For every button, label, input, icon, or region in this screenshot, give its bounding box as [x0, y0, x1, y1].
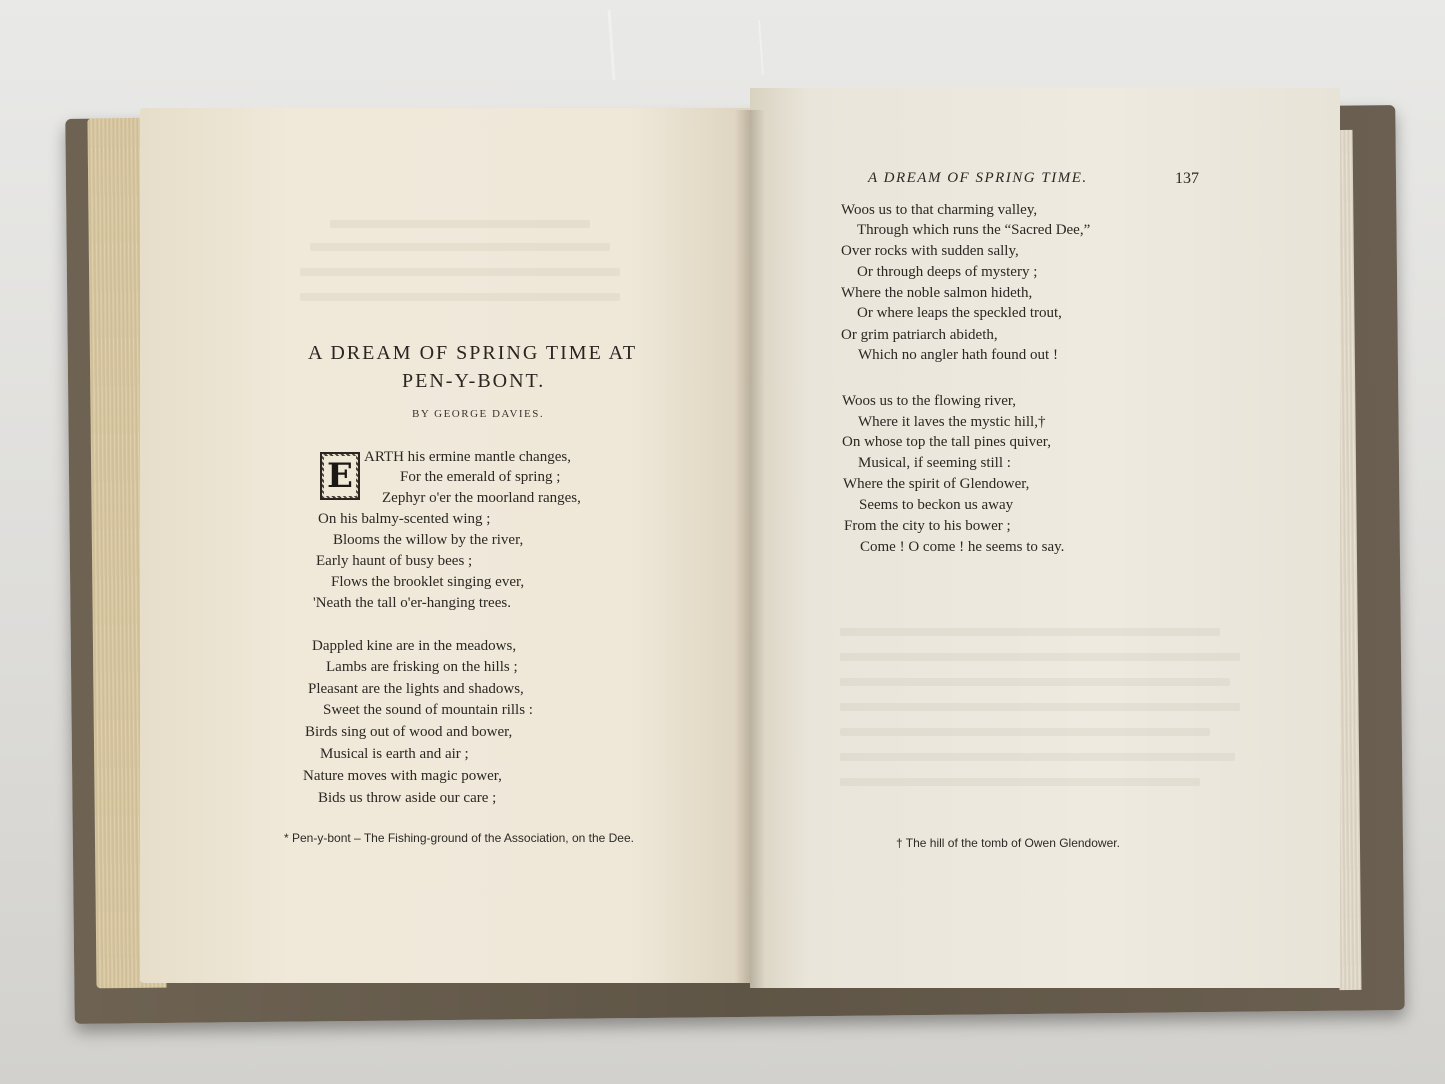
right-page	[750, 88, 1340, 988]
poem-line: Zephyr o'er the moorland ranges,	[382, 490, 581, 506]
show-through-text	[300, 268, 620, 276]
illuminated-drop-cap: E	[320, 452, 360, 500]
poem-line: Musical is earth and air ;	[320, 746, 469, 762]
poem-line: Over rocks with sudden sally,	[841, 243, 1019, 259]
poem-line: Where it laves the mystic hill,†	[858, 414, 1046, 430]
poem-line: Or through deeps of mystery ;	[857, 264, 1038, 280]
poem-line: Or where leaps the speckled trout,	[857, 305, 1062, 321]
poem-line: Seems to beckon us away	[859, 497, 1014, 513]
show-through-text	[840, 628, 1220, 636]
poem-title-line-2: PEN-Y-BONT.	[402, 370, 546, 392]
table-surface-mark	[758, 20, 764, 75]
poem-line: Early haunt of busy bees ;	[316, 553, 473, 569]
poem-line: Musical, if seeming still :	[858, 455, 1011, 471]
poem-line: Flows the brooklet singing ever,	[331, 574, 525, 590]
show-through-text	[330, 220, 590, 228]
poem-line: ARTH his ermine mantle changes,	[364, 449, 571, 465]
poem-line: Sweet the sound of mountain rills :	[323, 702, 533, 718]
poem-line: Bids us throw aside our care ;	[318, 790, 497, 806]
show-through-text	[840, 703, 1240, 711]
poem-line: Where the spirit of Glendower,	[843, 476, 1030, 492]
show-through-text	[840, 728, 1210, 736]
show-through-text	[300, 293, 620, 301]
poem-line: Lambs are frisking on the hills ;	[326, 659, 518, 675]
book-gutter	[735, 110, 765, 990]
poem-line: Blooms the willow by the river,	[333, 532, 524, 548]
show-through-text	[840, 778, 1200, 786]
page-number: 137	[1175, 170, 1199, 187]
poem-line: On whose top the tall pines quiver,	[842, 434, 1051, 450]
poem-line: Come ! O come ! he seems to say.	[860, 539, 1065, 555]
footnote: † The hill of the tomb of Owen Glendower.	[896, 836, 1120, 850]
show-through-text	[840, 653, 1240, 661]
poem-line: From the city to his bower ;	[844, 518, 1011, 534]
poem-line: On his balmy-scented wing ;	[318, 511, 491, 527]
poem-line: For the emerald of spring ;	[400, 469, 561, 485]
show-through-text	[840, 678, 1230, 686]
footnote: * Pen-y-bont – The Fishing-ground of the Association, on the Dee.	[284, 831, 634, 845]
poem-line: Woos us to the flowing river,	[842, 393, 1017, 409]
poem-line: Pleasant are the lights and shadows,	[308, 681, 524, 697]
show-through-text	[840, 753, 1235, 761]
show-through-text	[310, 243, 610, 251]
poem-byline: BY GEORGE DAVIES.	[412, 408, 545, 420]
poem-line: Dappled kine are in the meadows,	[312, 638, 517, 654]
poem-line: 'Neath the tall o'er-hanging trees.	[313, 595, 511, 611]
poem-line: Or grim patriarch abideth,	[841, 327, 998, 343]
poem-line: Woos us to that charming valley,	[841, 202, 1038, 218]
poem-line: Where the noble salmon hideth,	[841, 285, 1033, 301]
left-page	[140, 108, 750, 983]
poem-line: Through which runs the “Sacred Dee,”	[857, 222, 1091, 238]
running-head: A DREAM OF SPRING TIME.	[868, 170, 1088, 186]
poem-title-line-1: A DREAM OF SPRING TIME AT	[308, 342, 638, 364]
table-surface-mark	[608, 10, 616, 80]
poem-line: Which no angler hath found out !	[858, 347, 1058, 363]
poem-line: Birds sing out of wood and bower,	[305, 724, 513, 740]
poem-line: Nature moves with magic power,	[303, 768, 502, 784]
